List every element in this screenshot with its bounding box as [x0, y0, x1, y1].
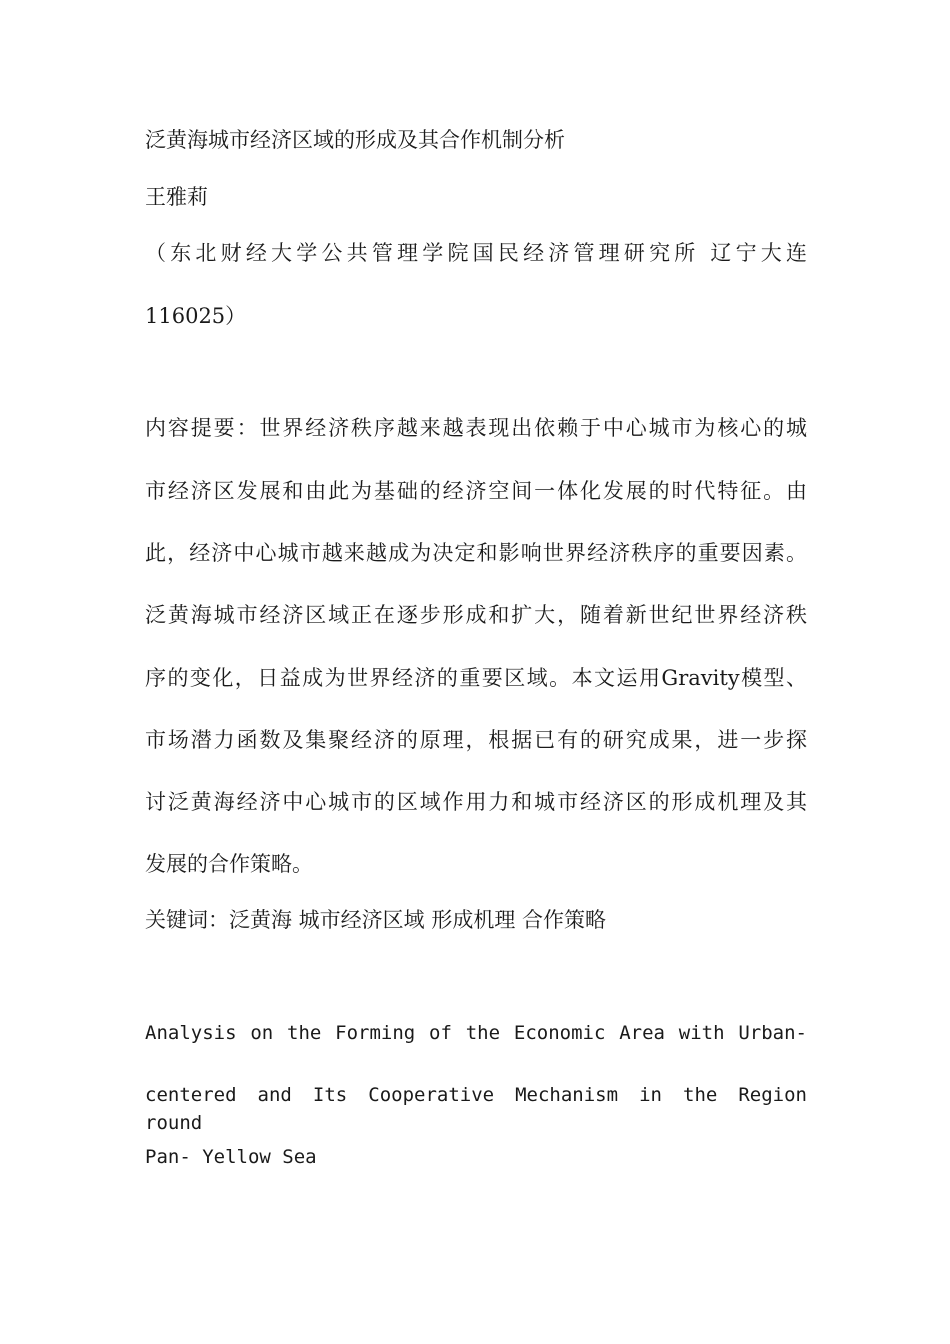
author-name: 王雅莉 — [145, 185, 208, 209]
abstract-line: 此，经济中心城市越来越成为决定和影响世界经济秩序的重要因素。 — [145, 541, 807, 565]
paper-title-en-line: centered and Its Cooperative Mechanism in the Region round — [145, 1084, 807, 1134]
abstract-line: 市经济区发展和由此为基础的经济空间一体化发展的时代特征。由 — [145, 479, 807, 503]
abstract-line: 内容提要：世界经济秩序越来越表现出依赖于中心城市为核心的城 — [145, 416, 807, 440]
abstract-line: 泛黄海城市经济区域正在逐步形成和扩大，随着新世纪世界经济秩 — [145, 603, 807, 627]
paper-title-cn: 泛黄海城市经济区域的形成及其合作机制分析 — [145, 128, 565, 152]
paper-title-en-line: Pan- Yellow Sea — [145, 1146, 317, 1168]
affiliation-line: （东北财经大学公共管理学院国民经济管理研究所 辽宁大连 — [145, 241, 807, 265]
affiliation-line: 116025） — [145, 304, 247, 328]
abstract-line: 发展的合作策略。 — [145, 852, 313, 876]
abstract-line: 市场潜力函数及集聚经济的原理，根据已有的研究成果，进一步探 — [145, 728, 807, 752]
paper-title-en-line: Analysis on the Forming of the Economic Area with Urban- — [145, 1022, 807, 1044]
keywords-line: 关键词：泛黄海 城市经济区域 形成机理 合作策略 — [145, 908, 607, 932]
abstract-line: 讨泛黄海经济中心城市的区域作用力和城市经济区的形成机理及其 — [145, 790, 807, 814]
abstract-line: 序的变化，日益成为世界经济的重要区域。本文运用Gravity模型、 — [145, 666, 807, 690]
